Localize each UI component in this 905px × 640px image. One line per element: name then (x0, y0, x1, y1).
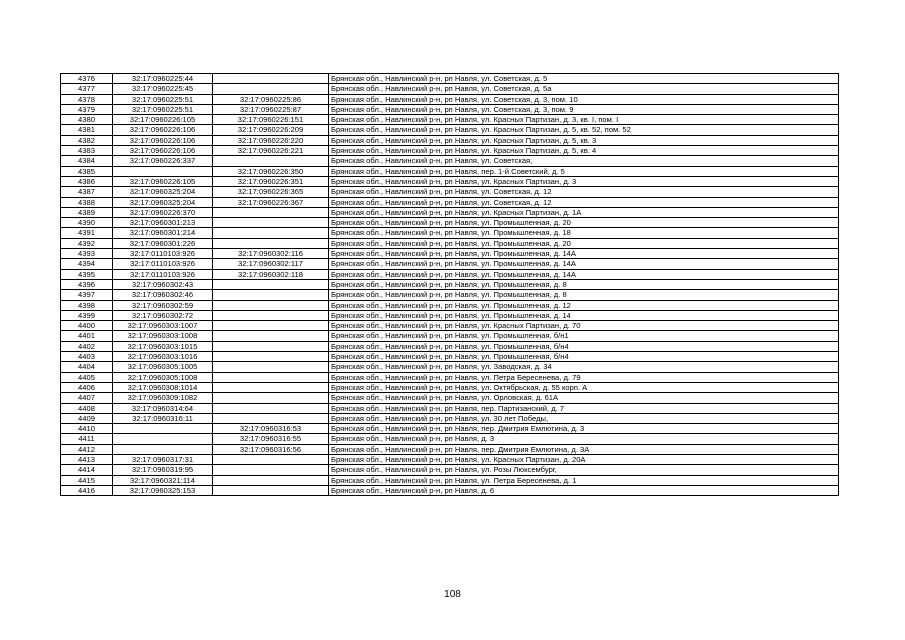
row-number-cell: 4412 (61, 444, 113, 454)
cadastral-number-cell: 32:17:0960301:214 (113, 228, 213, 238)
cadastral-number-2-cell (213, 382, 329, 392)
table-row (61, 352, 839, 362)
cadastral-number-2-cell: 32:17:0960302:116 (213, 249, 329, 259)
row-number-cell: 4381 (61, 125, 113, 135)
cadastral-number-2-cell (213, 228, 329, 238)
address-cell: Брянская обл., Навлинский р-н, рп Навля, ул. Красных Партизан, д. 5, кв. 52, пом. 52 (329, 125, 839, 135)
cadastral-number-cell: 32:17:0960305:1008 (113, 372, 213, 382)
cadastral-number-cell: 32:17:0960316:11 (113, 413, 213, 423)
row-number-cell: 4391 (61, 228, 113, 238)
cadastral-number-cell: 32:17:0960226:106 (113, 125, 213, 135)
table-row (61, 249, 839, 259)
table-row (61, 125, 839, 135)
cadastral-number-2-cell (213, 465, 329, 475)
cadastral-number-cell: 32:17:0960226:106 (113, 135, 213, 145)
cadastral-number-cell (113, 166, 213, 176)
cadastral-number-2-cell (213, 207, 329, 217)
address-cell: Брянская обл., Навлинский р-н, рп Навля, ул. Петра Бересенева, д. 1 (329, 475, 839, 485)
table-row (61, 393, 839, 403)
table-row (61, 115, 839, 125)
cadastral-number-2-cell (213, 413, 329, 423)
cadastral-number-2-cell (213, 74, 329, 84)
address-cell: Брянская обл., Навлинский р-н, рп Навля, ул. Промышленная, д. 20 (329, 218, 839, 228)
address-cell: Брянская обл., Навлинский р-н, рп Навля, ул. Советская, д. 12 (329, 197, 839, 207)
table-row (61, 146, 839, 156)
cadastral-number-cell (113, 424, 213, 434)
cadastral-number-cell: 32:17:0960301:226 (113, 238, 213, 248)
row-number-cell: 4383 (61, 146, 113, 156)
row-number-cell: 4392 (61, 238, 113, 248)
table-row (61, 279, 839, 289)
cadastral-number-2-cell: 32:17:0960316:53 (213, 424, 329, 434)
table-row (61, 310, 839, 320)
cadastral-number-2-cell (213, 84, 329, 94)
address-cell: Брянская обл., Навлинский р-н, рп Навля, пер. Дмитрия Емлютина, д. 3 (329, 424, 839, 434)
table-row (61, 228, 839, 238)
row-number-cell: 4384 (61, 156, 113, 166)
table-row (61, 156, 839, 166)
cadastral-number-cell: 32:17:0960303:1008 (113, 331, 213, 341)
cadastral-number-cell: 32:17:0110103:926 (113, 259, 213, 269)
table-row (61, 413, 839, 423)
row-number-cell: 4401 (61, 331, 113, 341)
row-number-cell: 4387 (61, 187, 113, 197)
cadastral-number-cell: 32:17:0960302:72 (113, 310, 213, 320)
address-cell: Брянская обл., Навлинский р-н, рп Навля, ул. Октябрьская, д. 55 корп. А (329, 382, 839, 392)
table-row (61, 424, 839, 434)
row-number-cell: 4404 (61, 362, 113, 372)
address-cell: Брянская обл., Навлинский р-н, рп Навля, ул. Орловская, д. 61А (329, 393, 839, 403)
table-row (61, 362, 839, 372)
address-cell: Брянская обл., Навлинский р-н, рп Навля, ул. Советская, д. 3, пом. 10 (329, 94, 839, 104)
address-cell: Брянская обл., Навлинский р-н, рп Навля, ул. Советская, (329, 156, 839, 166)
row-number-cell: 4390 (61, 218, 113, 228)
address-cell: Брянская обл., Навлинский р-н, рп Навля, ул. 30 лет Победы, (329, 413, 839, 423)
cadastral-number-2-cell (213, 218, 329, 228)
address-cell: Брянская обл., Навлинский р-н, рп Навля, ул. Красных Партизан, д. 3 (329, 176, 839, 186)
cadastral-number-cell: 32:17:0960317:31 (113, 454, 213, 464)
row-number-cell: 4399 (61, 310, 113, 320)
page-number: 108 (444, 589, 461, 600)
cadastral-number-2-cell (213, 475, 329, 485)
table-row (61, 104, 839, 114)
table-row (61, 94, 839, 104)
address-cell: Брянская обл., Навлинский р-н, рп Навля, ул. Красных Партизан, д. 3, кв. I, пом. I (329, 115, 839, 125)
cadastral-number-2-cell: 32:17:0960226:350 (213, 166, 329, 176)
cadastral-number-2-cell (213, 310, 329, 320)
address-cell: Брянская обл., Навлинский р-н, рп Навля, пер. Партизанский, д. 7 (329, 403, 839, 413)
address-cell: Брянская обл., Навлинский р-н, рп Навля, ул. Промышленная, д. 14 (329, 310, 839, 320)
cadastral-number-cell: 32:17:0960325:204 (113, 187, 213, 197)
property-table-body (61, 74, 839, 496)
row-number-cell: 4395 (61, 269, 113, 279)
cadastral-number-cell: 32:17:0960225:45 (113, 84, 213, 94)
table-row (61, 84, 839, 94)
cadastral-number-2-cell: 32:17:0960225:86 (213, 94, 329, 104)
address-cell: Брянская обл., Навлинский р-н, рп Навля, ул. Красных Партизан, д. 20А (329, 454, 839, 464)
cadastral-number-cell: 32:17:0110103:926 (113, 249, 213, 259)
row-number-cell: 4414 (61, 465, 113, 475)
cadastral-number-2-cell (213, 362, 329, 372)
row-number-cell: 4382 (61, 135, 113, 145)
table-row (61, 465, 839, 475)
cadastral-number-cell: 32:17:0960321:114 (113, 475, 213, 485)
cadastral-number-2-cell: 32:17:0960226:209 (213, 125, 329, 135)
cadastral-number-2-cell: 32:17:0960226:151 (213, 115, 329, 125)
cadastral-number-cell: 32:17:0960302:59 (113, 300, 213, 310)
cadastral-number-2-cell (213, 372, 329, 382)
address-cell: Брянская обл., Навлинский р-н, рп Навля, ул. Заводская, д. 34 (329, 362, 839, 372)
address-cell: Брянская обл., Навлинский р-н, рп Навля, ул. Советская, д. 12 (329, 187, 839, 197)
cadastral-number-2-cell (213, 393, 329, 403)
row-number-cell: 4394 (61, 259, 113, 269)
cadastral-number-2-cell (213, 485, 329, 495)
cadastral-number-2-cell (213, 279, 329, 289)
cadastral-number-cell: 32:17:0960309:1082 (113, 393, 213, 403)
row-number-cell: 4410 (61, 424, 113, 434)
cadastral-number-cell: 32:17:0960319:95 (113, 465, 213, 475)
address-cell: Брянская обл., Навлинский р-н, рп Навля, д. 6 (329, 485, 839, 495)
row-number-cell: 4378 (61, 94, 113, 104)
cadastral-number-cell: 32:17:0960314:64 (113, 403, 213, 413)
cadastral-number-cell: 32:17:0960303:1016 (113, 352, 213, 362)
table-row (61, 331, 839, 341)
address-cell: Брянская обл., Навлинский р-н, рп Навля, ул. Промышленная, д. 12 (329, 300, 839, 310)
address-cell: Брянская обл., Навлинский р-н, рп Навля, ул. Красных Партизан, д. 70 (329, 321, 839, 331)
table-row (61, 372, 839, 382)
cadastral-number-2-cell (213, 156, 329, 166)
row-number-cell: 4408 (61, 403, 113, 413)
address-cell: Брянская обл., Навлинский р-н, рп Навля, ул. Промышленная, б/н4 (329, 352, 839, 362)
table-row (61, 238, 839, 248)
cadastral-number-cell: 32:17:0960226:106 (113, 146, 213, 156)
row-number-cell: 4386 (61, 176, 113, 186)
table-row (61, 475, 839, 485)
row-number-cell: 4388 (61, 197, 113, 207)
address-cell: Брянская обл., Навлинский р-н, рп Навля, ул. Промышленная, д. 14А (329, 259, 839, 269)
row-number-cell: 4376 (61, 74, 113, 84)
cadastral-number-cell (113, 444, 213, 454)
row-number-cell: 4393 (61, 249, 113, 259)
cadastral-number-cell: 32:17:0960225:51 (113, 104, 213, 114)
address-cell: Брянская обл., Навлинский р-н, рп Навля, ул. Красных Партизан, д. 5, кв. 4 (329, 146, 839, 156)
address-cell: Брянская обл., Навлинский р-н, рп Навля, ул. Советская, д. 5 (329, 74, 839, 84)
cadastral-number-cell: 32:17:0960305:1005 (113, 362, 213, 372)
cadastral-number-cell: 32:17:0960225:51 (113, 94, 213, 104)
table-row (61, 321, 839, 331)
row-number-cell: 4400 (61, 321, 113, 331)
cadastral-number-cell: 32:17:0960325:153 (113, 485, 213, 495)
row-number-cell: 4413 (61, 454, 113, 464)
table-row (61, 166, 839, 176)
cadastral-number-cell: 32:17:0960302:43 (113, 279, 213, 289)
cadastral-number-cell: 32:17:0960226:337 (113, 156, 213, 166)
address-cell: Брянская обл., Навлинский р-н, рп Навля, ул. Петра Бересенева, д. 79 (329, 372, 839, 382)
row-number-cell: 4411 (61, 434, 113, 444)
row-number-cell: 4403 (61, 352, 113, 362)
address-cell: Брянская обл., Навлинский р-н, рп Навля, ул. Промышленная, д. 8 (329, 290, 839, 300)
table-row (61, 300, 839, 310)
row-number-cell: 4407 (61, 393, 113, 403)
row-number-cell: 4406 (61, 382, 113, 392)
row-number-cell: 4415 (61, 475, 113, 485)
cadastral-number-cell: 32:17:0960303:1007 (113, 321, 213, 331)
cadastral-number-2-cell: 32:17:0960226:351 (213, 176, 329, 186)
cadastral-number-cell: 32:17:0960303:1015 (113, 341, 213, 351)
cadastral-number-cell: 32:17:0960302:46 (113, 290, 213, 300)
row-number-cell: 4389 (61, 207, 113, 217)
table-row (61, 259, 839, 269)
table-row (61, 485, 839, 495)
row-number-cell: 4402 (61, 341, 113, 351)
cadastral-number-2-cell (213, 290, 329, 300)
cadastral-number-2-cell: 32:17:0960226:220 (213, 135, 329, 145)
address-cell: Брянская обл., Навлинский р-н, рп Навля, ул. Промышленная, д. 14А (329, 269, 839, 279)
address-cell: Брянская обл., Навлинский р-н, рп Навля, ул. Советская, д. 3, пом. 9 (329, 104, 839, 114)
address-cell: Брянская обл., Навлинский р-н, рп Навля, ул. Промышленная, д. 20 (329, 238, 839, 248)
cadastral-number-cell: 32:17:0960226:105 (113, 176, 213, 186)
table-row (61, 444, 839, 454)
cadastral-number-cell: 32:17:0960226:370 (113, 207, 213, 217)
address-cell: Брянская обл., Навлинский р-н, рп Навля, ул. Промышленная, б/н4 (329, 341, 839, 351)
cadastral-number-2-cell (213, 352, 329, 362)
row-number-cell: 4405 (61, 372, 113, 382)
table-row (61, 207, 839, 217)
cadastral-number-2-cell (213, 454, 329, 464)
cadastral-number-2-cell (213, 321, 329, 331)
address-cell: Брянская обл., Навлинский р-н, рп Навля, ул. Красных Партизан, д. 5, кв. 3 (329, 135, 839, 145)
table-row (61, 403, 839, 413)
address-cell: Брянская обл., Навлинский р-н, рп Навля, ул. Промышленная, д. 8 (329, 279, 839, 289)
cadastral-number-cell: 32:17:0960325:204 (113, 197, 213, 207)
address-cell: Брянская обл., Навлинский р-н, рп Навля, ул. Промышленная, д. 18 (329, 228, 839, 238)
cadastral-number-2-cell (213, 403, 329, 413)
address-cell: Брянская обл., Навлинский р-н, рп Навля, ул. Розы Люксембург, (329, 465, 839, 475)
cadastral-number-2-cell (213, 238, 329, 248)
cadastral-number-2-cell: 32:17:0960302:117 (213, 259, 329, 269)
cadastral-number-2-cell: 32:17:0960225:87 (213, 104, 329, 114)
address-cell: Брянская обл., Навлинский р-н, рп Навля, ул. Красных Партизан, д. 1А (329, 207, 839, 217)
address-cell: Брянская обл., Навлинский р-н, рп Навля, пер. 1-й Советский, д. 5 (329, 166, 839, 176)
cadastral-number-2-cell: 32:17:0960226:367 (213, 197, 329, 207)
cadastral-number-cell: 32:17:0960225:44 (113, 74, 213, 84)
row-number-cell: 4416 (61, 485, 113, 495)
cadastral-number-cell: 32:17:0110103:926 (113, 269, 213, 279)
cadastral-number-2-cell: 32:17:0960316:55 (213, 434, 329, 444)
address-cell: Брянская обл., Навлинский р-н, рп Навля, пер. Дмитрия Емлютина, д. 3А (329, 444, 839, 454)
table-row (61, 434, 839, 444)
cadastral-number-cell (113, 434, 213, 444)
table-row (61, 269, 839, 279)
cadastral-number-2-cell (213, 300, 329, 310)
cadastral-number-cell: 32:17:0960308:1014 (113, 382, 213, 392)
row-number-cell: 4380 (61, 115, 113, 125)
cadastral-number-cell: 32:17:0960301:213 (113, 218, 213, 228)
address-cell: Брянская обл., Навлинский р-н, рп Навля, д. 3 (329, 434, 839, 444)
row-number-cell: 4379 (61, 104, 113, 114)
cadastral-number-2-cell: 32:17:0960302:118 (213, 269, 329, 279)
table-row (61, 135, 839, 145)
property-table (60, 73, 839, 496)
table-row (61, 454, 839, 464)
row-number-cell: 4409 (61, 413, 113, 423)
row-number-cell: 4385 (61, 166, 113, 176)
cadastral-number-cell: 32:17:0960226:105 (113, 115, 213, 125)
table-row (61, 290, 839, 300)
table-row (61, 382, 839, 392)
table-row (61, 197, 839, 207)
table-row (61, 218, 839, 228)
cadastral-number-2-cell (213, 331, 329, 341)
address-cell: Брянская обл., Навлинский р-н, рп Навля, ул. Промышленная, д. 14А (329, 249, 839, 259)
table-row (61, 74, 839, 84)
table-row (61, 341, 839, 351)
cadastral-number-2-cell: 32:17:0960226:365 (213, 187, 329, 197)
table-row (61, 176, 839, 186)
cadastral-number-2-cell (213, 341, 329, 351)
cadastral-number-2-cell: 32:17:0960316:56 (213, 444, 329, 454)
row-number-cell: 4398 (61, 300, 113, 310)
row-number-cell: 4396 (61, 279, 113, 289)
table-row (61, 187, 839, 197)
address-cell: Брянская обл., Навлинский р-н, рп Навля, ул. Промышленная, б/н1 (329, 331, 839, 341)
row-number-cell: 4397 (61, 290, 113, 300)
row-number-cell: 4377 (61, 84, 113, 94)
address-cell: Брянская обл., Навлинский р-н, рп Навля, ул. Советская, д. 5а (329, 84, 839, 94)
cadastral-number-2-cell: 32:17:0960226:221 (213, 146, 329, 156)
